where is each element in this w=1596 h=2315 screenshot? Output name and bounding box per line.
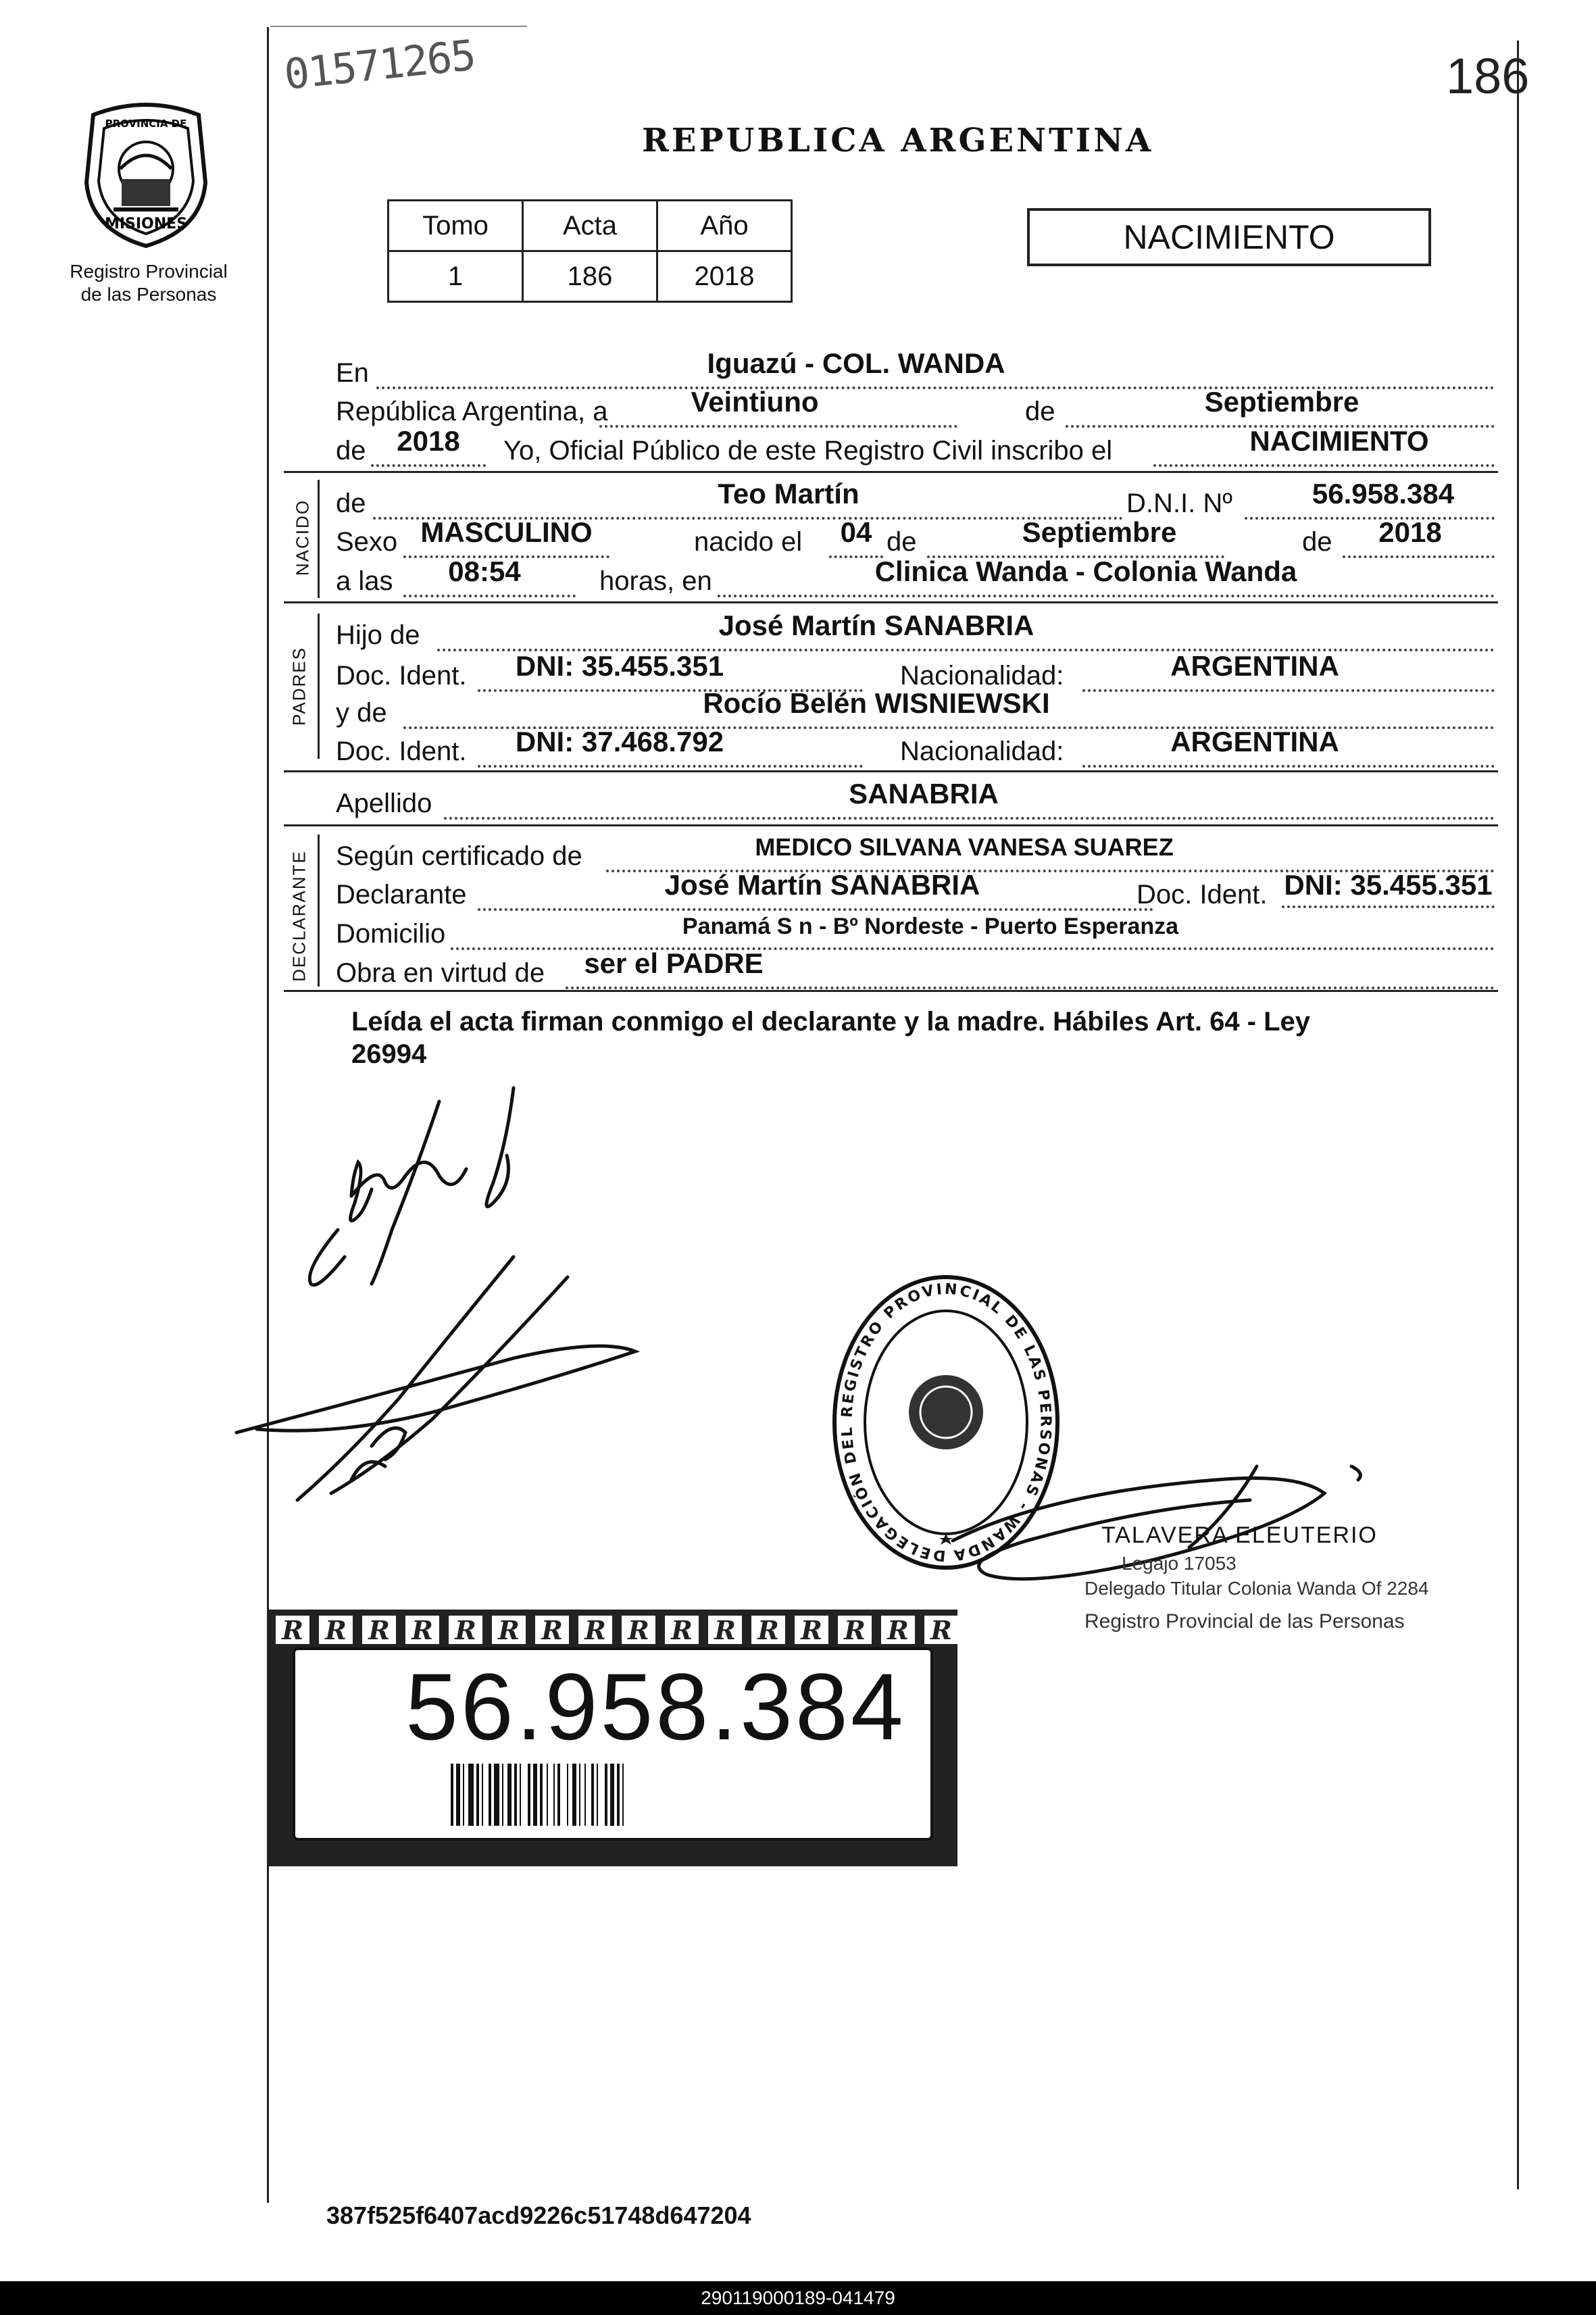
barcode-bar	[494, 1764, 499, 1826]
signature-mother	[230, 1250, 649, 1507]
value-month: Septiembre	[1204, 386, 1360, 418]
value-domicilio: Panamá S n - Bº Nordeste - Puerto Esperanza	[682, 914, 1179, 939]
value-time: 08:54	[448, 555, 521, 587]
sticker-pattern-letter: R	[801, 1615, 822, 1645]
stamp-ring-text: DELEGACIÓN DEL REGISTRO PROVINCIAL DE LAS PERSONAS - WANDA	[839, 1280, 1054, 1564]
row-year-statement	[336, 425, 1495, 468]
value-birth-day: 04	[840, 516, 872, 548]
value-obra: ser el PADRE	[584, 947, 764, 979]
closing-note-line1: Leída el acta firman conmigo el declarante y la madre. Hábiles Art. 64 - Ley	[351, 1007, 1311, 1037]
left-margin-line	[267, 27, 269, 2203]
value-mother-name: Rocío Belén WISNIEWSKI	[703, 687, 1050, 719]
anio-value: 2018	[657, 251, 792, 302]
barcode-bar	[476, 1764, 479, 1826]
row-obra	[336, 947, 1495, 991]
barcode-bar	[597, 1764, 598, 1826]
tomo-value: 1	[389, 251, 523, 302]
sticker-pattern-letter: R	[455, 1615, 476, 1645]
barcode-bar	[610, 1764, 614, 1826]
barcode-bar	[482, 1764, 483, 1826]
barcode-bar	[584, 1764, 586, 1826]
value-mother-doc: DNI: 37.468.792	[515, 726, 724, 757]
barcode-bar	[451, 1764, 453, 1826]
barcode-bar	[567, 1764, 568, 1826]
row-declarante	[336, 869, 1495, 912]
label-doc-ident: Doc. Ident.	[336, 737, 467, 766]
row-sex-birth	[336, 516, 1495, 559]
footer-code: 290119000189-041479	[0, 2281, 1596, 2315]
section-bracket-nacido	[318, 480, 320, 598]
value-place: Iguazú - COL. WANDA	[707, 347, 1005, 379]
registry-name: Registro Provincial de las Personas	[70, 261, 228, 305]
label-de: de	[336, 489, 366, 518]
divider	[284, 990, 1498, 992]
sticker-pattern-letter: R	[498, 1615, 520, 1645]
label-en: En	[336, 358, 369, 388]
label-a-las: a las	[336, 566, 393, 596]
divider	[284, 824, 1498, 826]
barcode-bar	[622, 1764, 624, 1826]
label-segun-certificado: Según certificado de	[336, 841, 582, 871]
barcode-bar	[468, 1764, 474, 1826]
barcode-bar	[557, 1764, 560, 1826]
divider	[284, 601, 1498, 603]
value-birth-place: Clinica Wanda - Colonia Wanda	[874, 555, 1297, 587]
sticker-pattern-letter: R	[714, 1615, 736, 1645]
sticker-pattern-letter: R	[282, 1615, 303, 1645]
row-time-place	[336, 555, 1495, 599]
label-statement: Yo, Oficial Público de este Registro Civil inscribo el	[503, 436, 1113, 466]
barcode	[451, 1764, 624, 1826]
value-inscribed: NACIMIENTO	[1249, 425, 1429, 457]
official-role: Delegado Titular Colonia Wanda Of 2284	[1084, 1578, 1429, 1599]
barcode-bar	[605, 1764, 607, 1826]
row-father	[336, 609, 1495, 653]
official-registry: Registro Provincial de las Personas	[1084, 1610, 1405, 1633]
label-hijo-de: Hijo de	[336, 620, 420, 650]
label-dni: D.N.I. Nº	[1126, 489, 1232, 518]
svg-text:MISIONES: MISIONES	[104, 216, 188, 232]
sticker-pattern-letter: R	[757, 1615, 779, 1645]
document-hash: 387f525f6407acd9226c51748d647204	[326, 2201, 751, 2229]
sticker-pattern-letter: R	[930, 1615, 952, 1645]
official-round-stamp	[824, 1270, 1068, 1581]
sticker-pattern-letter: R	[671, 1615, 693, 1645]
value-birth-year: 2018	[1378, 516, 1442, 548]
label-de: de	[887, 527, 917, 557]
closing-note	[351, 1005, 1500, 1070]
side-label-padres: PADRES	[289, 647, 309, 726]
label-obra-en-virtud: Obra en virtud de	[336, 958, 545, 988]
side-label-nacido: NACIDO	[292, 499, 313, 576]
label-horas-en: horas, en	[599, 566, 712, 596]
barcode-bar	[507, 1764, 512, 1826]
label-y-de: y de	[336, 698, 387, 728]
official-legajo: Legajo 17053	[1122, 1553, 1237, 1574]
value-father-name: José Martín SANABRIA	[718, 609, 1034, 641]
barcode-bar	[547, 1764, 548, 1826]
value-father-nat: ARGENTINA	[1170, 650, 1339, 682]
label-nacionalidad: Nacionalidad:	[900, 661, 1064, 691]
row-apellido	[336, 778, 1495, 821]
row-domicilio	[336, 914, 1495, 951]
sticker-pattern-letter: R	[584, 1615, 606, 1645]
label-de: de	[336, 436, 366, 466]
sticker-pattern-letter: R	[887, 1615, 909, 1645]
tomo-header: Tomo	[389, 201, 523, 251]
barcode-bar	[572, 1764, 576, 1826]
barcode-bar	[579, 1764, 580, 1826]
label-declarante: Declarante	[336, 880, 467, 910]
document-type-box: NACIMIENTO	[1027, 208, 1431, 266]
label-nacido-el: nacido el	[694, 527, 803, 557]
sticker-pattern-letter: R	[844, 1615, 866, 1645]
value-birth-month: Septiembre	[1022, 516, 1177, 548]
acta-value: 186	[523, 251, 657, 302]
value-declarante-doc: DNI: 35.455.351	[1282, 869, 1495, 908]
seal-lettering: PROVINCIA DE	[105, 118, 187, 130]
value-day: Veintiuno	[691, 386, 819, 418]
value-sex: MASCULINO	[420, 516, 593, 548]
value-father-doc: DNI: 35.455.351	[515, 650, 724, 682]
row-mother-doc	[336, 726, 1495, 769]
barcode-bar	[514, 1764, 517, 1826]
value-apellido: SANABRIA	[849, 778, 999, 810]
barcode-bar	[533, 1764, 537, 1826]
value-child-dni: 56.958.384	[1312, 478, 1455, 509]
label-doc-ident: Doc. Ident.	[336, 661, 467, 691]
right-margin-line	[1517, 41, 1519, 2189]
label-doc-ident: Doc. Ident.	[1137, 880, 1268, 910]
section-bracket-declarante	[318, 835, 320, 987]
closing-note-line2: 26994	[351, 1039, 427, 1069]
divider	[284, 770, 1498, 772]
value-certificado: MEDICO SILVANA VANESA SUAREZ	[755, 833, 1174, 861]
acta-header: Acta	[523, 201, 657, 251]
value-mother-nat: ARGENTINA	[1170, 726, 1339, 757]
barcode-bar	[456, 1764, 460, 1826]
sticker-pattern-letter: R	[628, 1615, 649, 1645]
value-child-name: Teo Martín	[718, 478, 859, 509]
label-domicilio: Domicilio	[336, 919, 446, 949]
sticker-pattern-letter: R	[325, 1615, 347, 1645]
sticker-dni-number: 56.958.384	[405, 1653, 906, 1760]
barcode-bar	[553, 1764, 555, 1826]
section-bracket-padres	[318, 614, 320, 759]
value-year: 2018	[397, 425, 460, 457]
label-de: de	[1025, 397, 1055, 426]
official-name: TALAVERA ELEUTERIO	[1101, 1522, 1378, 1548]
sticker-pattern-letter: R	[368, 1615, 390, 1645]
sticker-pattern-letter: R	[412, 1615, 433, 1645]
barcode-bar	[617, 1764, 620, 1826]
label-de: de	[1302, 527, 1332, 557]
barcode-bar	[489, 1764, 491, 1826]
label-sexo: Sexo	[336, 527, 398, 557]
barcode-bar	[591, 1764, 594, 1826]
anio-header: Año	[657, 201, 792, 251]
barcode-bar	[463, 1764, 464, 1826]
barcode-bar	[520, 1764, 521, 1826]
barcode-bar	[540, 1764, 543, 1826]
barcode-bar	[502, 1764, 503, 1826]
serial-number: 01571265	[282, 30, 477, 99]
label-nacionalidad: Nacionalidad:	[900, 737, 1064, 766]
page-number: 186	[1446, 48, 1530, 104]
value-declarante: José Martín SANABRIA	[664, 869, 980, 901]
top-margin-line	[270, 26, 527, 27]
barcode-bar	[528, 1764, 530, 1826]
divider	[284, 471, 1498, 473]
side-label-declarante: DECLARANTE	[289, 850, 309, 982]
row-date	[336, 386, 1495, 429]
label-republica: República Argentina, a	[336, 397, 608, 426]
page-title: REPUBLICA ARGENTINA	[642, 122, 1154, 159]
registry-seal	[73, 101, 219, 250]
sticker-pattern-letter: R	[541, 1615, 563, 1645]
reference-table	[387, 199, 793, 303]
label-apellido: Apellido	[336, 789, 432, 818]
